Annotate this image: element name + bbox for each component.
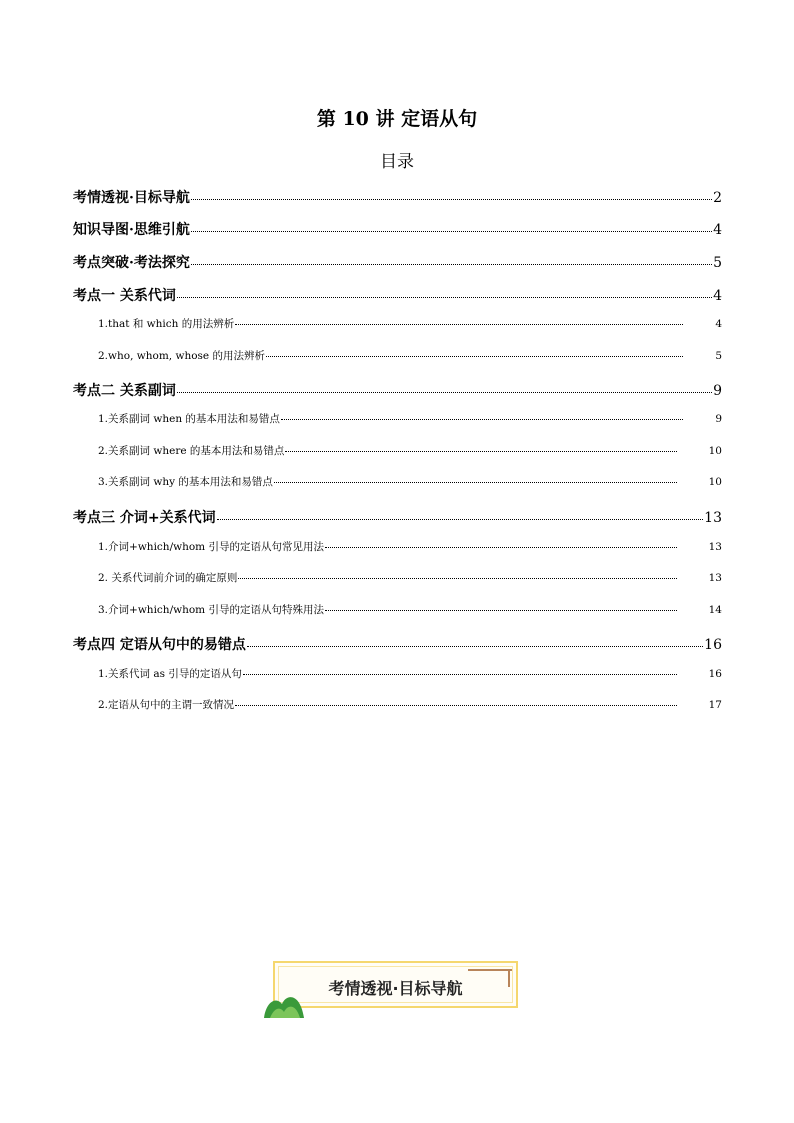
toc-leader-dots: [247, 646, 703, 647]
toc-entry-page: 9: [715, 413, 722, 425]
toc-entry[interactable]: [98, 697, 722, 712]
toc-leader-dots: [191, 264, 712, 265]
toc-entry[interactable]: [73, 285, 722, 305]
toc-entry-page: 14: [708, 604, 722, 616]
toc-leader-dots: [266, 356, 683, 357]
toc-entry[interactable]: [98, 539, 722, 554]
toc-leader-dots: [191, 199, 712, 200]
toc-leader-dots: [281, 419, 683, 420]
toc-entry-label: 2.定语从句中的主谓一致情况: [98, 699, 235, 711]
toc-leader-dots: [235, 705, 677, 706]
toc-leader-dots: [285, 451, 676, 452]
banner-title: 考情透视·目标导航: [328, 979, 463, 998]
toc-entry[interactable]: [98, 411, 722, 426]
toc-leader-dots: [191, 231, 712, 232]
toc-entry-label: 知识导图·思维引航: [73, 222, 190, 238]
toc-entry-label: 考点一 关系代词: [73, 288, 176, 304]
document-title: 第 10 讲 定语从句: [316, 108, 478, 130]
toc-entry-page: 16: [704, 637, 722, 653]
toc-entry-page: 13: [708, 572, 722, 584]
banner-accent-line: [468, 969, 512, 971]
toc-entry-page: 13: [704, 510, 722, 526]
section-banner: [273, 961, 518, 1008]
toc-entry-page: 5: [713, 255, 722, 271]
toc-entry-label: 2.who, whom, whose 的用法辨析: [98, 350, 265, 362]
toc-leader-dots: [177, 297, 712, 298]
toc-entry-page: 4: [715, 318, 722, 330]
toc-entry-page: 4: [713, 222, 722, 238]
toc-entry-label: 考情透视·目标导航: [73, 190, 190, 206]
toc-entry-label: 1.关系副词 when 的基本用法和易错点: [98, 413, 280, 425]
toc-entry[interactable]: [73, 634, 722, 654]
toc-entry[interactable]: [98, 570, 722, 585]
toc-entry[interactable]: [98, 666, 722, 681]
toc-entry-label: 1.介词+which/whom 引导的定语从句常见用法: [98, 541, 324, 553]
toc-leader-dots: [217, 519, 704, 520]
hills-icon: [262, 990, 308, 1018]
toc-entry-page: 16: [708, 668, 722, 680]
toc-entry[interactable]: [73, 187, 722, 207]
toc-entry-label: 1.that 和 which 的用法辨析: [98, 318, 235, 330]
toc-entry-page: 2: [713, 190, 722, 206]
toc-leader-dots: [238, 578, 676, 579]
toc-entry-page: 9: [713, 383, 722, 399]
toc-entry-label: 考点突破·考法探究: [73, 255, 190, 271]
toc-heading: 目录: [380, 152, 414, 172]
toc-entry-page: 5: [715, 350, 722, 362]
toc-entry[interactable]: [73, 219, 722, 239]
toc-leader-dots: [243, 674, 677, 675]
toc-entry[interactable]: [98, 348, 722, 363]
toc-entry-page: 10: [708, 476, 722, 488]
toc-entry[interactable]: [98, 443, 722, 458]
toc-entry-page: 10: [708, 445, 722, 457]
toc-entry-label: 2.关系副词 where 的基本用法和易错点: [98, 445, 285, 457]
toc-entry[interactable]: [98, 474, 722, 489]
toc-entry-label: 考点二 关系副词: [73, 383, 176, 399]
toc-entry[interactable]: [98, 602, 722, 617]
toc-leader-dots: [274, 482, 677, 483]
toc-leader-dots: [177, 392, 712, 393]
toc-entry-label: 考点四 定语从句中的易错点: [73, 637, 246, 653]
toc-leader-dots: [325, 547, 677, 548]
toc-entry[interactable]: [73, 252, 722, 272]
toc-entry-label: 3.关系副词 why 的基本用法和易错点: [98, 476, 273, 488]
toc-entry-page: 4: [713, 288, 722, 304]
toc-leader-dots: [235, 324, 683, 325]
toc-entry-label: 考点三 介词+关系代词: [73, 510, 216, 526]
toc-entry-label: 2. 关系代词前介词的确定原则: [98, 572, 238, 584]
toc-leader-dots: [325, 610, 677, 611]
toc-entry[interactable]: [73, 380, 722, 400]
toc-entry-label: 3.介词+which/whom 引导的定语从句特殊用法: [98, 604, 324, 616]
toc-entry[interactable]: [73, 507, 722, 527]
toc-entry-page: 13: [708, 541, 722, 553]
toc-entry[interactable]: [98, 316, 722, 331]
toc-entry-page: 17: [708, 699, 722, 711]
toc-entry-label: 1.关系代词 as 引导的定语从句: [98, 668, 242, 680]
